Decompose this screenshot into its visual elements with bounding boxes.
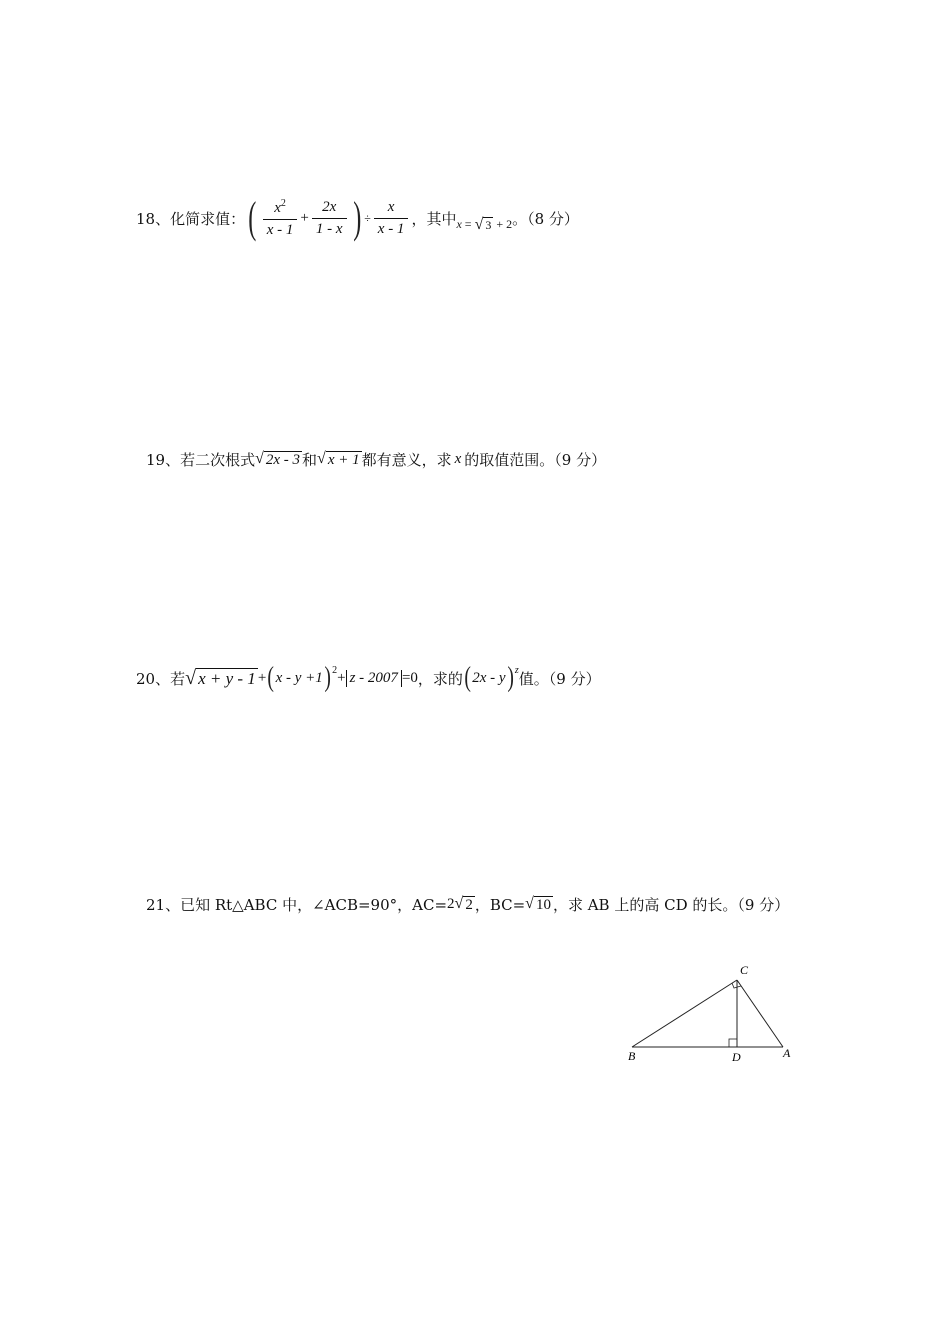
q18-fraction-1: $\frac{x^2}{x - 1}$ — [263, 198, 298, 239]
q18-condition: x = √ 3 + 2 — [456, 216, 513, 234]
label-a: A — [783, 1046, 791, 1060]
q18-end-text: 。（8 分） — [512, 209, 579, 228]
q20-absolute-value: z - 2007 — [346, 670, 402, 687]
question-18: 18、化简求值： ( $\frac{x^2}{x - 1}$ + $\frac{2x}{1 - x}$ ) ÷ $\frac{x}{x - 1}$ ，其中 x = √ 3 + 2 。（8 分） — [136, 193, 579, 242]
side-bc — [632, 980, 737, 1047]
q20-paren2-content: 2x - y — [472, 669, 506, 686]
question-21: 21、已知 Rt△ABC 中，∠ACB=90°，AC= 2 √ 2 ，BC= √ 10 ，求 AB 上的高 CD 的长。（9 分） — [146, 894, 790, 914]
label-c: C — [740, 963, 749, 977]
q19-label: 19、若二次根式 — [146, 451, 256, 469]
q18-mid-text: ，其中 — [411, 209, 457, 228]
question-20: 20、若 √ x + y - 1 + ( x - y +1 ) $^2$ + z - 2007 =0 ，求的 ( 2x - y ) $^z$ 值。（9 分） — [136, 662, 601, 693]
q18-left-paren: ( — [248, 193, 257, 242]
q20-paren-content: x - y +1 — [275, 669, 323, 686]
q18-right-paren: ) — [352, 193, 361, 242]
q20-label: 20、若 — [136, 669, 186, 688]
q18-fraction-2: $\frac{2x}{1 - x}$ — [312, 199, 347, 238]
q19-radical-1: √ 2x - 3 — [255, 449, 301, 468]
q18-label: 18、化简求值： — [136, 209, 246, 228]
label-d: D — [732, 1050, 741, 1064]
q18-fraction-3: $\frac{x}{x - 1}$ — [374, 199, 409, 238]
label-b: B — [628, 1049, 636, 1063]
right-angle-mark-d — [729, 1039, 737, 1047]
q20-radical: √ x + y - 1 — [185, 666, 256, 689]
question-19: 19、若二次根式 √ 2x - 3 和 √ x + 1 都有意义，求 x 的取值范围。（9 分） — [146, 449, 607, 469]
q21-bc-radical: √ 10 — [525, 894, 551, 913]
triangle-figure — [620, 960, 810, 1070]
q19-radical-2: √ x + 1 — [317, 449, 360, 468]
side-ca — [737, 980, 783, 1047]
q21-ac-radical: √ 2 — [454, 894, 473, 913]
